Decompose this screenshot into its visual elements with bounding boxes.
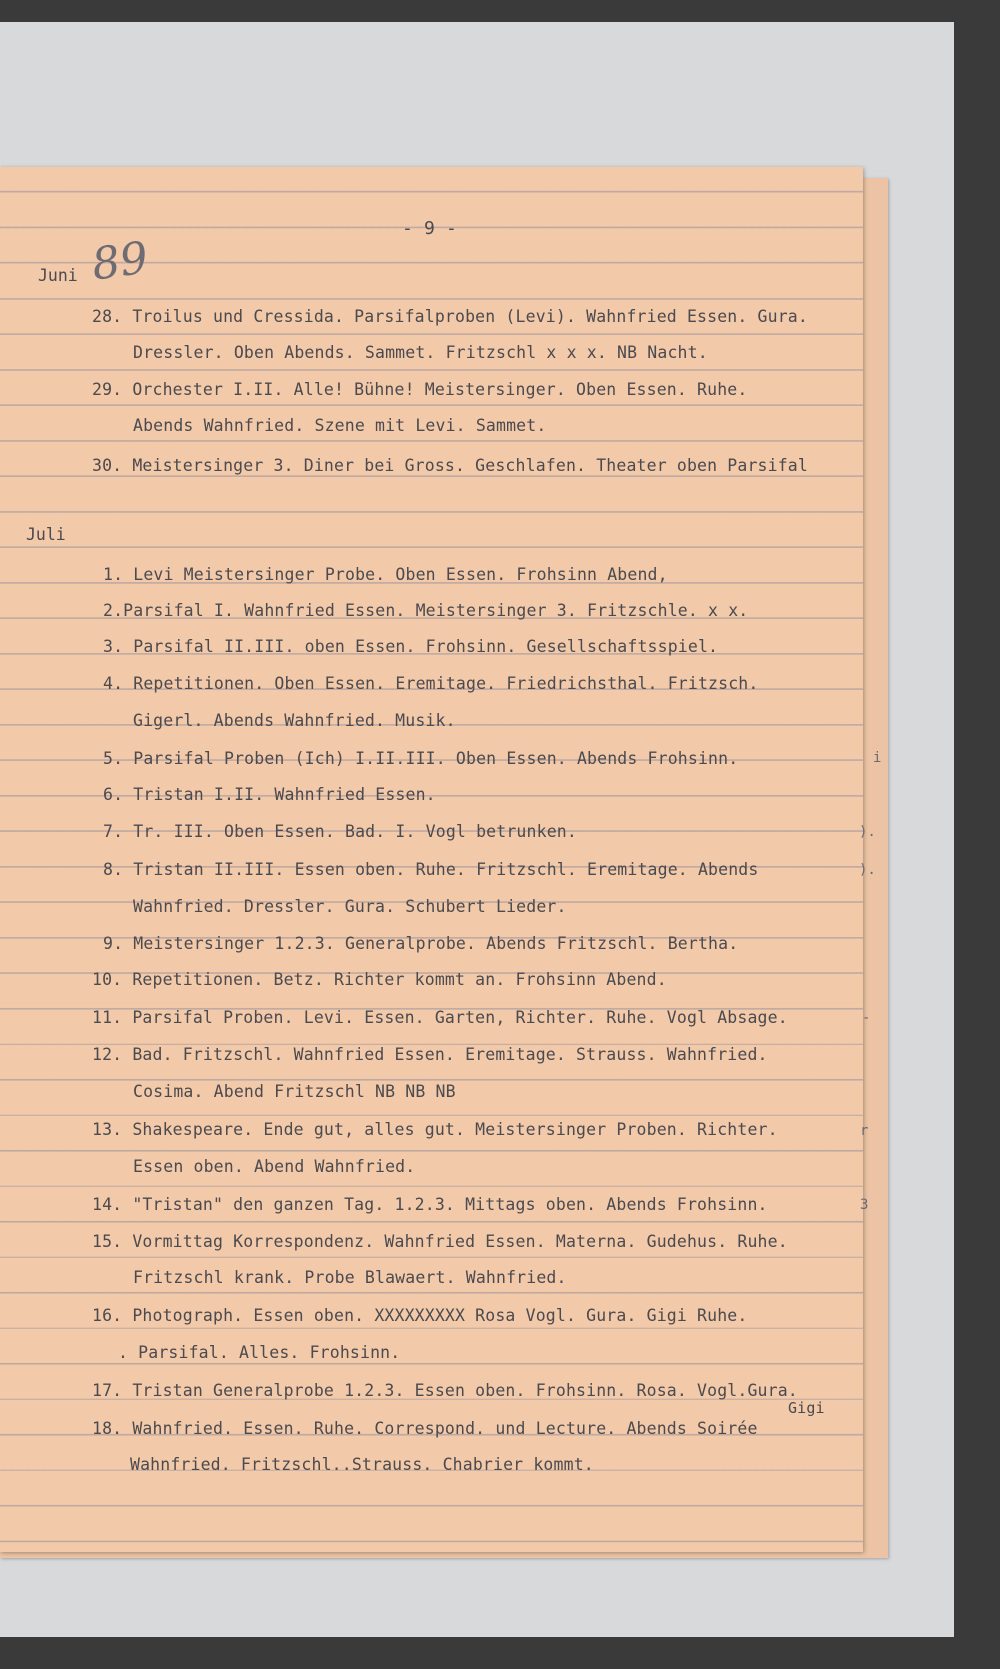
diary-line: Fritzschl krank. Probe Blawaert. Wahnfried. <box>133 1268 567 1287</box>
diary-line: 3. Parsifal II.III. oben Essen. Frohsinn. Gesellschaftsspiel. <box>103 637 719 656</box>
handwritten-year: 89 <box>88 232 152 291</box>
margin-mark: r <box>860 1123 869 1139</box>
diary-line: Essen oben. Abend Wahnfried. <box>133 1157 416 1176</box>
diary-line: Wahnfried. Fritzschl..Strauss. Chabrier kommt. <box>130 1455 594 1474</box>
diary-line: 5. Parsifal Proben (Ich) I.II.III. Oben Essen. Abends Frohsinn. <box>103 749 739 768</box>
diary-line: 28. Troilus und Cressida. Parsifalproben (Levi). Wahnfried Essen. Gura. <box>92 307 808 326</box>
diary-line: . Parsifal. Alles. Frohsinn. <box>118 1343 401 1362</box>
margin-mark: i <box>873 750 882 766</box>
margin-mark: ). <box>859 824 876 840</box>
margin-mark: ). <box>859 862 876 878</box>
diary-line: 29. Orchester I.II. Alle! Bühne! Meistersinger. Oben Essen. Ruhe. <box>92 380 748 399</box>
diary-line: 11. Parsifal Proben. Levi. Essen. Garten, Richter. Ruhe. Vogl Absage. <box>92 1008 788 1027</box>
month-label-june: Juni <box>38 266 78 285</box>
diary-line: 15. Vormittag Korrespondenz. Wahnfried Essen. Materna. Gudehus. Ruhe. <box>92 1232 788 1251</box>
diary-line: 1. Levi Meistersinger Probe. Oben Essen. Frohsinn Abend, <box>103 565 668 584</box>
diary-line: 4. Repetitionen. Oben Essen. Eremitage. Friedrichsthal. Fritzsch. <box>103 674 759 693</box>
diary-line: 8. Tristan II.III. Essen oben. Ruhe. Fritzschl. Eremitage. Abends <box>103 860 759 879</box>
diary-line: 6. Tristan I.II. Wahnfried Essen. <box>103 785 436 804</box>
diary-line: 17. Tristan Generalprobe 1.2.3. Essen oben. Frohsinn. Rosa. Vogl.Gura. <box>92 1381 798 1400</box>
diary-line: 10. Repetitionen. Betz. Richter kommt an. Frohsinn Abend. <box>92 970 667 989</box>
diary-line: Cosima. Abend Fritzschl NB NB NB <box>133 1082 456 1101</box>
diary-line-note: Gigi <box>788 1399 825 1417</box>
diary-line: 2.Parsifal I. Wahnfried Essen. Meistersinger 3. Fritzschle. x x. <box>103 601 749 620</box>
diary-line: 13. Shakespeare. Ende gut, alles gut. Meistersinger Proben. Richter. <box>92 1120 778 1139</box>
diary-line: Gigerl. Abends Wahnfried. Musik. <box>133 711 456 730</box>
diary-line: 9. Meistersinger 1.2.3. Generalprobe. Abends Fritzschl. Bertha. <box>103 934 739 953</box>
margin-mark: 3 <box>860 1197 869 1213</box>
diary-line: Dressler. Oben Abends. Sammet. Fritzschl x x x. NB Nacht. <box>133 343 708 362</box>
diary-line: 16. Photograph. Essen oben. XXXXXXXXX Rosa Vogl. Gura. Gigi Ruhe. <box>92 1306 748 1325</box>
diary-line: Wahnfried. Dressler. Gura. Schubert Lieder. <box>133 897 567 916</box>
diary-line: 30. Meistersinger 3. Diner bei Gross. Geschlafen. Theater oben Parsifal <box>92 456 808 475</box>
month-label-july: Juli <box>26 525 66 544</box>
diary-line: 7. Tr. III. Oben Essen. Bad. I. Vogl betrunken. <box>103 822 577 841</box>
margin-mark: - <box>862 1010 871 1026</box>
diary-line: Abends Wahnfried. Szene mit Levi. Sammet. <box>133 416 547 435</box>
diary-line: 14. "Tristan" den ganzen Tag. 1.2.3. Mittags oben. Abends Frohsinn. <box>92 1195 768 1214</box>
diary-line: 12. Bad. Fritzschl. Wahnfried Essen. Eremitage. Strauss. Wahnfried. <box>92 1045 768 1064</box>
diary-line: 18. Wahnfried. Essen. Ruhe. Correspond. und Lecture. Abends Soirée <box>92 1419 758 1438</box>
page-number: - 9 - <box>402 218 457 239</box>
